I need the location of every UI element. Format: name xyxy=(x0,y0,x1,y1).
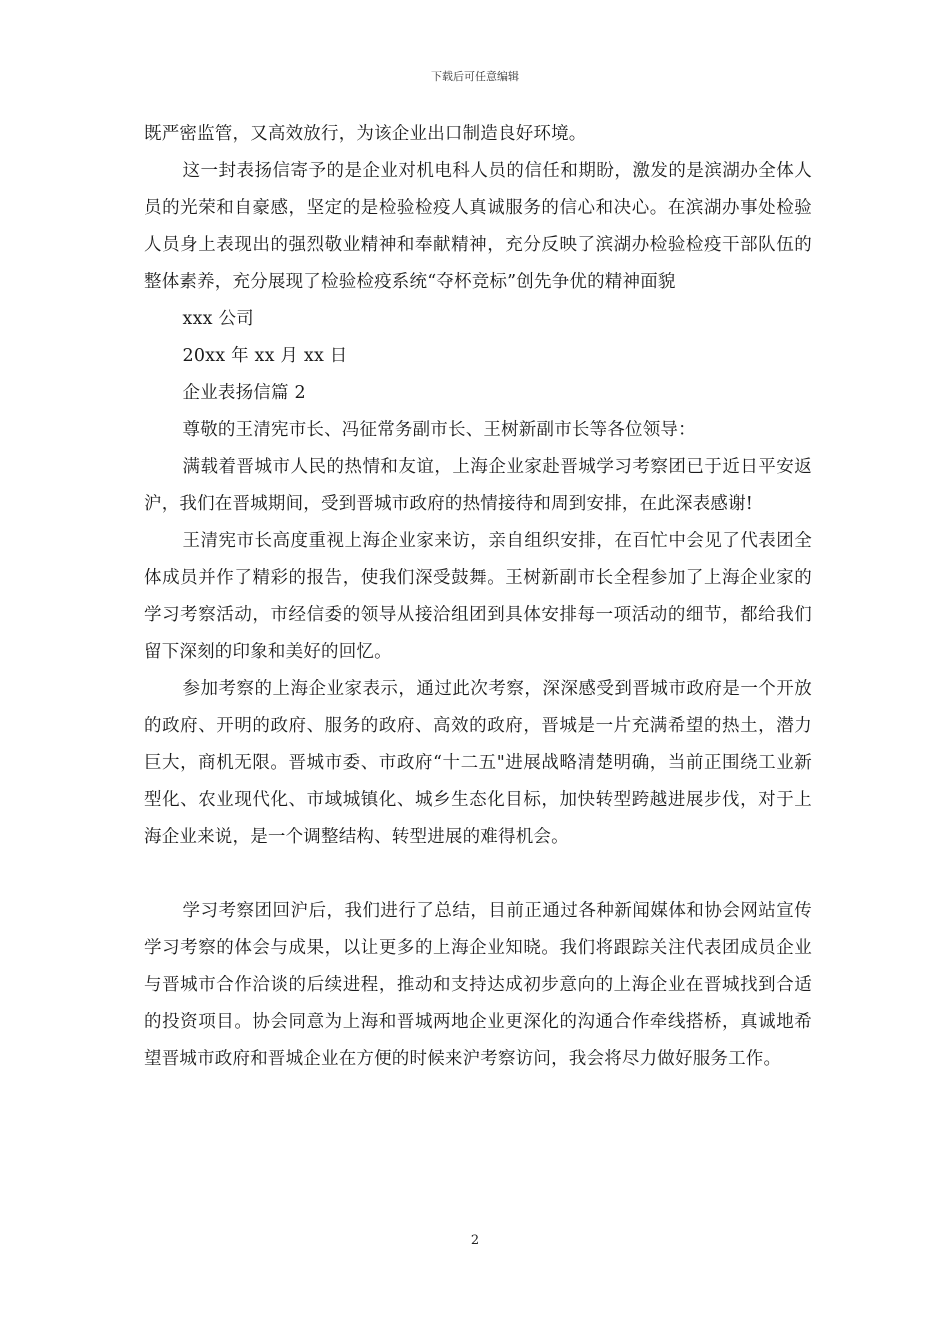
paragraph-continuation: 既严密监管，又高效放行，为该企业出口制造良好环境。 xyxy=(144,124,587,144)
paragraph-mayor-visit: 王清宪市长高度重视上海企业家来访，亲自组织安排，在百忙中会见了代表团全体成员并作了精彩的报告，使我们深受鼓舞。王树新副市长全程参加了上海企业家的学习考察活动，市经信委的领导从接洽组团到具体安排每一项活动的细节，都给我们留下深刻的印象和美好的回忆。 xyxy=(144,531,812,662)
page-header: 下载后可任意编辑 xyxy=(431,70,519,83)
paragraph-praise-summary: 这一封表扬信寄予的是企业对机电科人员的信任和期盼，激发的是滨湖办全体人员的光荣和自豪感，坚定的是检验检疫人真诚服务的信心和决心。在滨湖办事处检验人员身上表现出的强烈敬业精神和奉献精神，充分反映了滨湖办检验检疫干部队伍的整体素养，充分展现了检验检疫系统“夺杯竞标”创先争优的精神面貌 xyxy=(144,161,812,292)
section-heading: 企业表扬信篇 2 xyxy=(182,383,306,403)
salutation: 尊敬的王清宪市长、冯征常务副市长、王树新副市长等各位领导： xyxy=(182,420,696,440)
signature-company: xxx 公司 xyxy=(182,309,254,329)
paragraph-followup: 学习考察团回沪后，我们进行了总结，目前正通过各种新闻媒体和协会网站宣传学习考察的体会与成果，以让更多的上海企业知晓。我们将跟踪关注代表团成员企业与晋城市合作洽谈的后续进程，推动和支持达成初步意向的上海企业在晋城找到合适的投资项目。协会同意为上海和晋城两地企业更深化的沟通合作牵线搭桥，真诚地希望晋城市政府和晋城企业在方便的时候来沪考察访问，我会将尽力做好服务工作。 xyxy=(144,901,812,1069)
document-body xyxy=(144,116,812,1078)
paragraph-impressions: 参加考察的上海企业家表示，通过此次考察，深深感受到晋城市政府是一个开放的政府、开明的政府、服务的政府、高效的政府，晋城是一片充满希望的热土，潜力巨大，商机无限。晋城市委、市政府“十二五"进展战略清楚明确，当前正围绕工业新型化、农业现代化、市域城镇化、城乡生态化目标，加快转型跨越进展步伐，对于上海企业来说，是一个调整结构、转型进展的难得机会。 xyxy=(144,679,812,847)
paragraph-spacer xyxy=(144,856,812,893)
page-number: 2 xyxy=(470,1233,480,1248)
paragraph-thanks: 满载着晋城市人民的热情和友谊，上海企业家赴晋城学习考察团已于近日平安返沪，我们在晋城期间，受到晋城市政府的热情接待和周到安排，在此深表感谢! xyxy=(144,457,812,514)
signature-date: 20xx 年 xx 月 xx 日 xyxy=(182,346,348,366)
